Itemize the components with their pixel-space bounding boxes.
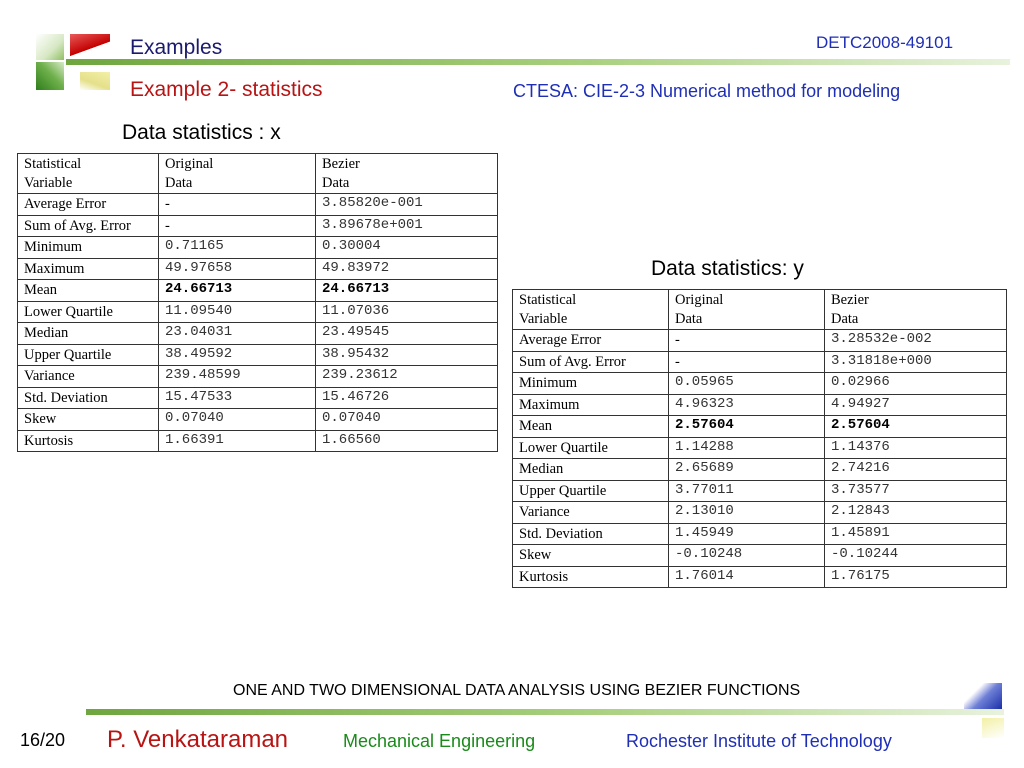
stats-table-y [512, 289, 1007, 588]
table-y-body [513, 330, 1007, 588]
original-value-cell: - [159, 194, 316, 216]
bezier-value-cell: 3.73577 [825, 480, 1007, 502]
bezier-value-cell: 3.85820e-001 [316, 194, 498, 216]
bezier-value-cell: 0.02966 [825, 373, 1007, 395]
page-number: 16/20 [20, 730, 66, 750]
table-row [513, 480, 1007, 502]
row-label-cell: Std. Deviation [513, 523, 669, 545]
row-label-cell: Skew [18, 409, 159, 431]
slide-subtitle: Example 2- statistics [130, 78, 323, 101]
bezier-value-cell: 1.14376 [825, 437, 1007, 459]
table-row [18, 366, 498, 388]
header-cell: Bezier Data [316, 154, 498, 194]
logo-square-top-left [36, 34, 64, 60]
original-value-cell: 15.47533 [159, 387, 316, 409]
table-row [513, 566, 1007, 588]
bezier-value-cell: 3.31818e+000 [825, 351, 1007, 373]
table-row [513, 373, 1007, 395]
original-value-cell: 0.05965 [669, 373, 825, 395]
table-row [513, 459, 1007, 481]
original-value-cell: 2.65689 [669, 459, 825, 481]
row-label-cell: Upper Quartile [18, 344, 159, 366]
table-row [513, 394, 1007, 416]
bezier-value-cell: 1.76175 [825, 566, 1007, 588]
table-row [513, 523, 1007, 545]
stats-table-x [17, 153, 498, 452]
original-value-cell: 0.71165 [159, 237, 316, 259]
bezier-value-cell: 23.49545 [316, 323, 498, 345]
row-label-cell: Median [18, 323, 159, 345]
original-value-cell: - [159, 215, 316, 237]
table-row [513, 416, 1007, 438]
row-label-cell: Mean [18, 280, 159, 302]
logo-square-footer [964, 683, 1002, 709]
bezier-value-cell: -0.10244 [825, 545, 1007, 567]
row-label-cell: Variance [513, 502, 669, 524]
row-label-cell: Skew [513, 545, 669, 567]
row-label-cell: Std. Deviation [18, 387, 159, 409]
author-name: P. Venkataraman [107, 726, 289, 753]
bezier-value-cell: 15.46726 [316, 387, 498, 409]
row-label-cell: Kurtosis [513, 566, 669, 588]
original-value-cell: - [669, 351, 825, 373]
paper-id: DETC2008-49101 [816, 33, 954, 52]
bezier-value-cell: 239.23612 [316, 366, 498, 388]
row-label-cell: Sum of Avg. Error [513, 351, 669, 373]
original-value-cell: 1.14288 [669, 437, 825, 459]
header-cell: Statistical Variable [513, 290, 669, 330]
bezier-value-cell: 24.66713 [316, 280, 498, 302]
table-row [513, 502, 1007, 524]
bezier-value-cell: 3.28532e-002 [825, 330, 1007, 352]
row-label-cell: Maximum [18, 258, 159, 280]
bezier-value-cell: 1.66560 [316, 430, 498, 452]
table-y-title: Data statistics: y [651, 257, 804, 280]
original-value-cell: 38.49592 [159, 344, 316, 366]
table-header-row [513, 290, 1007, 330]
table-row [18, 237, 498, 259]
bezier-value-cell: 2.74216 [825, 459, 1007, 481]
logo-square-bottom-left [36, 62, 64, 90]
original-value-cell: 2.13010 [669, 502, 825, 524]
table-x-body [18, 194, 498, 452]
table-row [18, 301, 498, 323]
table-row [513, 545, 1007, 567]
table-row [18, 258, 498, 280]
bezier-value-cell: 1.45891 [825, 523, 1007, 545]
table-row [513, 330, 1007, 352]
table-row [18, 344, 498, 366]
logo-square-bottom-right [80, 72, 110, 90]
original-value-cell: 3.77011 [669, 480, 825, 502]
table-row [18, 194, 498, 216]
bezier-value-cell: 0.07040 [316, 409, 498, 431]
bezier-value-cell: 3.89678e+001 [316, 215, 498, 237]
original-value-cell: 1.66391 [159, 430, 316, 452]
footer-divider [86, 709, 1004, 715]
row-label-cell: Kurtosis [18, 430, 159, 452]
table-row [18, 215, 498, 237]
bezier-value-cell: 4.94927 [825, 394, 1007, 416]
row-label-cell: Average Error [18, 194, 159, 216]
table-x-title: Data statistics : x [122, 121, 281, 144]
row-label-cell: Minimum [18, 237, 159, 259]
original-value-cell: 1.45949 [669, 523, 825, 545]
bezier-value-cell: 2.57604 [825, 416, 1007, 438]
table-row [18, 409, 498, 431]
row-label-cell: Minimum [513, 373, 669, 395]
row-label-cell: Upper Quartile [513, 480, 669, 502]
bezier-value-cell: 38.95432 [316, 344, 498, 366]
original-value-cell: 1.76014 [669, 566, 825, 588]
logo-square-footer-small [982, 718, 1004, 738]
header-cell: Original Data [669, 290, 825, 330]
header-cell: Bezier Data [825, 290, 1007, 330]
row-label-cell: Lower Quartile [513, 437, 669, 459]
bezier-value-cell: 2.12843 [825, 502, 1007, 524]
table-header-row [18, 154, 498, 194]
original-value-cell: 24.66713 [159, 280, 316, 302]
course-title: CTESA: CIE-2-3 Numerical method for modeling [513, 81, 901, 101]
row-label-cell: Median [513, 459, 669, 481]
logo-square-top-right [70, 34, 110, 56]
row-label-cell: Sum of Avg. Error [18, 215, 159, 237]
original-value-cell: 239.48599 [159, 366, 316, 388]
header-cell: Original Data [159, 154, 316, 194]
table-row [513, 351, 1007, 373]
original-value-cell: - [669, 330, 825, 352]
bezier-value-cell: 11.07036 [316, 301, 498, 323]
bezier-value-cell: 0.30004 [316, 237, 498, 259]
section-title: Examples [130, 36, 223, 59]
original-value-cell: -0.10248 [669, 545, 825, 567]
row-label-cell: Lower Quartile [18, 301, 159, 323]
original-value-cell: 0.07040 [159, 409, 316, 431]
original-value-cell: 49.97658 [159, 258, 316, 280]
row-label-cell: Average Error [513, 330, 669, 352]
original-value-cell: 11.09540 [159, 301, 316, 323]
row-label-cell: Variance [18, 366, 159, 388]
department-name: Mechanical Engineering [343, 731, 536, 751]
table-row [18, 323, 498, 345]
row-label-cell: Maximum [513, 394, 669, 416]
row-label-cell: Mean [513, 416, 669, 438]
header-cell: Statistical Variable [18, 154, 159, 194]
bezier-value-cell: 49.83972 [316, 258, 498, 280]
table-row [513, 437, 1007, 459]
table-row [18, 430, 498, 452]
original-value-cell: 2.57604 [669, 416, 825, 438]
original-value-cell: 23.04031 [159, 323, 316, 345]
original-value-cell: 4.96323 [669, 394, 825, 416]
table-row [18, 280, 498, 302]
table-row [18, 387, 498, 409]
institute-name: Rochester Institute of Technology [626, 731, 892, 751]
footer-title: ONE AND TWO DIMENSIONAL DATA ANALYSIS USING BEZIER FUNCTIONS [233, 682, 801, 699]
